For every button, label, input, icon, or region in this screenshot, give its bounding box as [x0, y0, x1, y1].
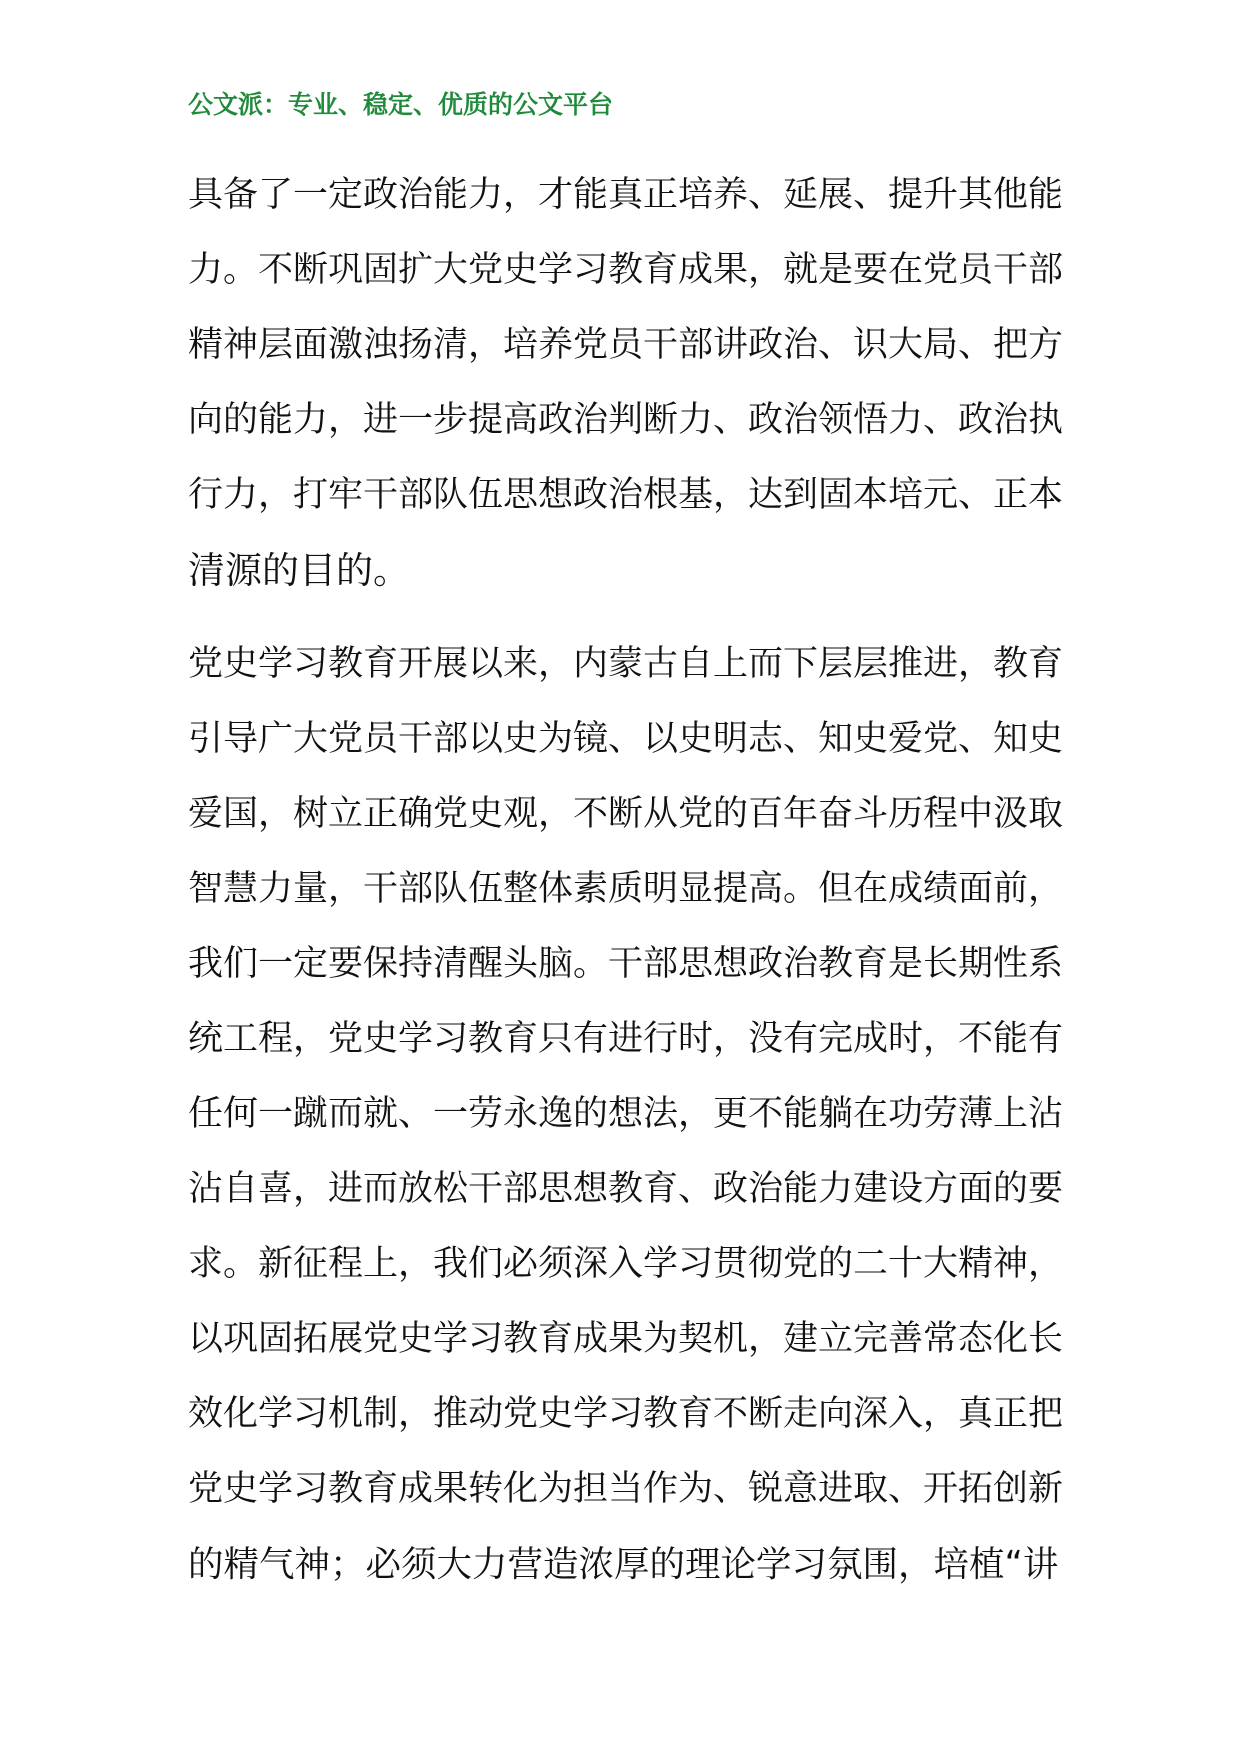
paragraph-line: 向的能力，进一步提高政治判断力、政治领悟力、政治执 — [188, 400, 1064, 440]
paragraph-line: 任何一蹴而就、一劳永逸的想法，更不能躺在功劳薄上沾 — [188, 1094, 1064, 1134]
site-header-slogan: 公文派：专业、稳定、优质的公文平台 — [188, 90, 614, 119]
paragraph-line: 清源的目的。 — [188, 549, 410, 592]
paragraph-line: 行力，打牢干部队伍思想政治根基，达到固本培元、正本 — [188, 475, 1064, 515]
paragraph-line: 以巩固拓展党史学习教育成果为契机，建立完善常态化长 — [188, 1319, 1064, 1359]
paragraph-line: 精神层面激浊扬清，培养党员干部讲政治、识大局、把方 — [188, 325, 1064, 365]
paragraph-line: 党史学习教育开展以来，内蒙古自上而下层层推进，教育 — [188, 644, 1064, 684]
paragraph-1 — [188, 158, 1068, 608]
paragraph-line: 统工程，党史学习教育只有进行时，没有完成时，不能有 — [188, 1019, 1064, 1059]
paragraph-line: 求。新征程上，我们必须深入学习贯彻党的二十大精神， — [188, 1244, 1064, 1284]
paragraph-line: 引导广大党员干部以史为镜、以史明志、知史爱党、知史 — [188, 719, 1064, 759]
paragraph-line: 力。不断巩固扩大党史学习教育成果，就是要在党员干部 — [188, 250, 1064, 290]
paragraph-line: 爱国，树立正确党史观，不断从党的百年奋斗历程中汲取 — [188, 794, 1064, 834]
paragraph-line: 具备了一定政治能力，才能真正培养、延展、提升其他能 — [188, 175, 1064, 215]
paragraph-line: 沾自喜，进而放松干部思想教育、政治能力建设方面的要 — [188, 1169, 1064, 1209]
paragraph-line: 党史学习教育成果转化为担当作为、锐意进取、开拓创新 — [188, 1469, 1064, 1509]
paragraph-line: 的精气神；必须大力营造浓厚的理论学习氛围，培植“讲 — [188, 1544, 1059, 1585]
paragraph-line: 我们一定要保持清醒头脑。干部思想政治教育是长期性系 — [188, 944, 1064, 984]
paragraph-line: 智慧力量，干部队伍整体素质明显提高。但在成绩面前， — [188, 869, 1064, 909]
paragraph-line: 效化学习机制，推动党史学习教育不断走向深入，真正把 — [188, 1394, 1064, 1434]
paragraph-2 — [188, 627, 1068, 1602]
